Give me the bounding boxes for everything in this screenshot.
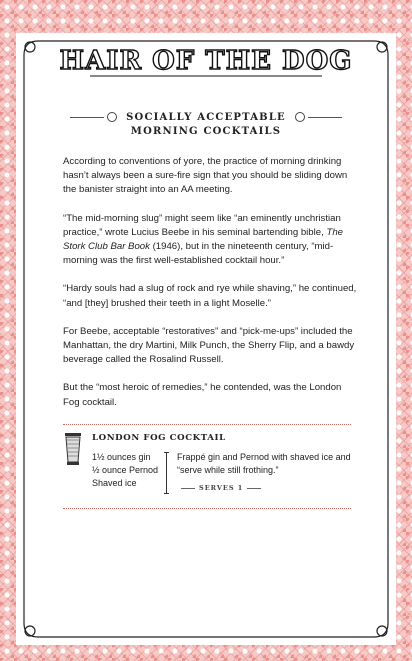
- paragraph: “The mid-morning slug” might seem like “an eminently unchristian practice,” wrote Lucius Beebe in his seminal bartending bible, The Stork Club Bar Book (1946), but in the nineteenth century, “mid-morning was the first well-established cocktail hour.”: [63, 212, 343, 267]
- ingredient-item: 1½ ounces gin: [92, 452, 151, 462]
- ingredient-item: ½ ounce Pernod: [92, 465, 159, 475]
- article-body: [63, 155, 359, 424]
- book-title: The Stork Club Bar Book: [63, 226, 343, 253]
- scroll-ornament-icon: [295, 112, 305, 122]
- ingredient-item: Shaved ice: [92, 478, 137, 488]
- recipe-name: LONDON FOG COCKTAIL: [92, 433, 226, 443]
- paragraph: But the “most heroic of remedies,” he contended, was the London Fog cocktail.: [63, 382, 342, 408]
- serves-line: [177, 484, 265, 492]
- title-text: HAIR OF THE DOG: [59, 46, 353, 76]
- subtitle-line1: SOCIALLY ACCEPTABLE: [126, 111, 286, 123]
- recipe-divider-top: [63, 424, 351, 425]
- scroll-ornament-icon: [107, 112, 117, 122]
- recipe-divider-bottom: [63, 508, 351, 509]
- paragraph: For Beebe, acceptable “restoratives” and “pick-me-ups” included the Manhattan, the dry Martini, Milk Punch, the Sherry Flip, and a bawdy beverage called the Rosalind Russell.: [63, 325, 355, 366]
- cocktail-glass-icon: [63, 432, 83, 466]
- ingredient-list: [92, 451, 158, 490]
- subtitle-row: [70, 110, 342, 124]
- subtitle-rule-left: [70, 117, 104, 118]
- subtitle-line2: MORNING COCKTAILS: [130, 126, 282, 137]
- subtitle-rule-right: [308, 117, 342, 118]
- recipe-separator: [166, 452, 167, 494]
- page-title: [0, 36, 412, 80]
- serves-text: SERVES 1: [199, 484, 244, 492]
- recipe-instructions: Frappé gin and Pernod with shaved ice and “serve while still frothing.”: [177, 452, 351, 475]
- paragraph: “Hardy souls had a slug of rock and rye while shaving,” he continued, “and [they] brushed their teeth in a light Moselle.”: [63, 283, 357, 309]
- paragraph: According to conventions of yore, the practice of morning drinking hasn’t always been a sure-fire sign that you should be sliding down the banister straight into an AA meeting.: [63, 156, 348, 196]
